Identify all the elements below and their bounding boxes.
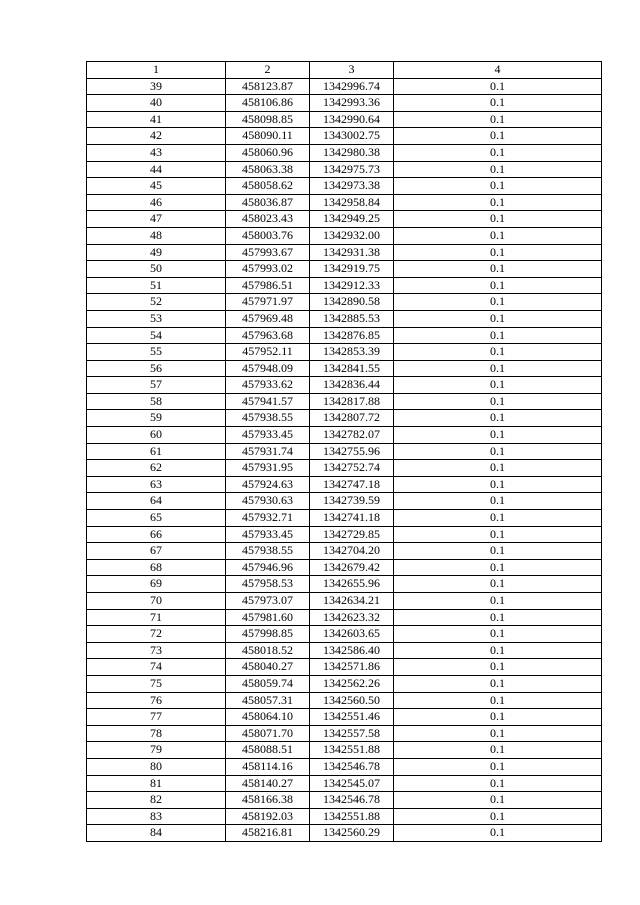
x-coordinate-cell: 457933.45 <box>226 427 310 444</box>
value-cell: 0.1 <box>394 277 602 294</box>
y-coordinate-cell: 1342741.18 <box>310 510 394 527</box>
point-number-cell: 70 <box>87 593 226 610</box>
point-number-cell: 69 <box>87 576 226 593</box>
y-coordinate-cell: 1342990.64 <box>310 111 394 128</box>
table-row <box>87 758 602 775</box>
point-number-cell: 64 <box>87 493 226 510</box>
table-row <box>87 344 602 361</box>
x-coordinate-cell: 457963.68 <box>226 327 310 344</box>
table-row <box>87 825 602 842</box>
table-row <box>87 327 602 344</box>
table-row <box>87 178 602 195</box>
point-number-cell: 49 <box>87 244 226 261</box>
x-coordinate-cell: 458023.43 <box>226 211 310 228</box>
value-cell: 0.1 <box>394 261 602 278</box>
x-coordinate-cell: 457952.11 <box>226 344 310 361</box>
value-cell: 0.1 <box>394 609 602 626</box>
x-coordinate-cell: 457958.53 <box>226 576 310 593</box>
x-coordinate-cell: 458106.86 <box>226 95 310 112</box>
table-header <box>87 62 602 79</box>
table-row <box>87 775 602 792</box>
y-coordinate-cell: 1342557.58 <box>310 725 394 742</box>
table-row <box>87 526 602 543</box>
table-row <box>87 227 602 244</box>
y-coordinate-cell: 1342996.74 <box>310 78 394 95</box>
point-number-cell: 77 <box>87 709 226 726</box>
point-number-cell: 48 <box>87 227 226 244</box>
coordinates-table <box>86 61 602 842</box>
y-coordinate-cell: 1342551.46 <box>310 709 394 726</box>
table-row <box>87 709 602 726</box>
x-coordinate-cell: 458060.96 <box>226 144 310 161</box>
table-row <box>87 808 602 825</box>
x-coordinate-cell: 458003.76 <box>226 227 310 244</box>
table-row <box>87 310 602 327</box>
table-row <box>87 493 602 510</box>
y-coordinate-cell: 1342655.96 <box>310 576 394 593</box>
value-cell: 0.1 <box>394 559 602 576</box>
header-cell-col1: 1 <box>87 62 226 79</box>
point-number-cell: 53 <box>87 310 226 327</box>
x-coordinate-cell: 458064.10 <box>226 709 310 726</box>
y-coordinate-cell: 1342551.88 <box>310 742 394 759</box>
table-row <box>87 510 602 527</box>
y-coordinate-cell: 1342841.55 <box>310 360 394 377</box>
x-coordinate-cell: 458114.16 <box>226 758 310 775</box>
point-number-cell: 45 <box>87 178 226 195</box>
x-coordinate-cell: 457993.02 <box>226 261 310 278</box>
table-row <box>87 161 602 178</box>
header-cell-col3: 3 <box>310 62 394 79</box>
table-row <box>87 692 602 709</box>
table-row <box>87 393 602 410</box>
value-cell: 0.1 <box>394 792 602 809</box>
point-number-cell: 60 <box>87 427 226 444</box>
point-number-cell: 61 <box>87 443 226 460</box>
point-number-cell: 75 <box>87 675 226 692</box>
y-coordinate-cell: 1342973.38 <box>310 178 394 195</box>
y-coordinate-cell: 1342885.53 <box>310 310 394 327</box>
x-coordinate-cell: 457973.07 <box>226 593 310 610</box>
table-row <box>87 144 602 161</box>
value-cell: 0.1 <box>394 410 602 427</box>
point-number-cell: 67 <box>87 543 226 560</box>
point-number-cell: 78 <box>87 725 226 742</box>
table-row <box>87 410 602 427</box>
x-coordinate-cell: 458098.85 <box>226 111 310 128</box>
table-row <box>87 194 602 211</box>
value-cell: 0.1 <box>394 775 602 792</box>
point-number-cell: 46 <box>87 194 226 211</box>
point-number-cell: 42 <box>87 128 226 145</box>
y-coordinate-cell: 1342603.65 <box>310 626 394 643</box>
value-cell: 0.1 <box>394 427 602 444</box>
value-cell: 0.1 <box>394 294 602 311</box>
y-coordinate-cell: 1342623.32 <box>310 609 394 626</box>
value-cell: 0.1 <box>394 161 602 178</box>
point-number-cell: 71 <box>87 609 226 626</box>
header-row <box>87 62 602 79</box>
table-row <box>87 261 602 278</box>
x-coordinate-cell: 457986.51 <box>226 277 310 294</box>
x-coordinate-cell: 458036.87 <box>226 194 310 211</box>
x-coordinate-cell: 457931.74 <box>226 443 310 460</box>
x-coordinate-cell: 457941.57 <box>226 393 310 410</box>
x-coordinate-cell: 457969.48 <box>226 310 310 327</box>
x-coordinate-cell: 458123.87 <box>226 78 310 95</box>
table-row <box>87 543 602 560</box>
y-coordinate-cell: 1342919.75 <box>310 261 394 278</box>
point-number-cell: 81 <box>87 775 226 792</box>
table-row <box>87 476 602 493</box>
table-row <box>87 725 602 742</box>
y-coordinate-cell: 1343002.75 <box>310 128 394 145</box>
point-number-cell: 52 <box>87 294 226 311</box>
x-coordinate-cell: 458166.38 <box>226 792 310 809</box>
value-cell: 0.1 <box>394 825 602 842</box>
point-number-cell: 80 <box>87 758 226 775</box>
value-cell: 0.1 <box>394 178 602 195</box>
y-coordinate-cell: 1342560.50 <box>310 692 394 709</box>
table-row <box>87 377 602 394</box>
table-row <box>87 294 602 311</box>
table-row <box>87 742 602 759</box>
table-row <box>87 642 602 659</box>
x-coordinate-cell: 457933.62 <box>226 377 310 394</box>
x-coordinate-cell: 457932.71 <box>226 510 310 527</box>
header-cell-col2: 2 <box>226 62 310 79</box>
value-cell: 0.1 <box>394 493 602 510</box>
x-coordinate-cell: 457946.96 <box>226 559 310 576</box>
value-cell: 0.1 <box>394 593 602 610</box>
x-coordinate-cell: 458090.11 <box>226 128 310 145</box>
table-row <box>87 128 602 145</box>
x-coordinate-cell: 457981.60 <box>226 609 310 626</box>
value-cell: 0.1 <box>394 377 602 394</box>
table-row <box>87 609 602 626</box>
value-cell: 0.1 <box>394 144 602 161</box>
y-coordinate-cell: 1342980.38 <box>310 144 394 161</box>
point-number-cell: 73 <box>87 642 226 659</box>
point-number-cell: 39 <box>87 78 226 95</box>
y-coordinate-cell: 1342890.58 <box>310 294 394 311</box>
table-row <box>87 593 602 610</box>
point-number-cell: 57 <box>87 377 226 394</box>
value-cell: 0.1 <box>394 476 602 493</box>
table-row <box>87 360 602 377</box>
value-cell: 0.1 <box>394 808 602 825</box>
value-cell: 0.1 <box>394 310 602 327</box>
y-coordinate-cell: 1342755.96 <box>310 443 394 460</box>
x-coordinate-cell: 458040.27 <box>226 659 310 676</box>
x-coordinate-cell: 458192.03 <box>226 808 310 825</box>
y-coordinate-cell: 1342876.85 <box>310 327 394 344</box>
y-coordinate-cell: 1342546.78 <box>310 758 394 775</box>
table-row <box>87 443 602 460</box>
value-cell: 0.1 <box>394 344 602 361</box>
y-coordinate-cell: 1342545.07 <box>310 775 394 792</box>
x-coordinate-cell: 458057.31 <box>226 692 310 709</box>
table-row <box>87 659 602 676</box>
point-number-cell: 59 <box>87 410 226 427</box>
point-number-cell: 79 <box>87 742 226 759</box>
point-number-cell: 68 <box>87 559 226 576</box>
table-row <box>87 95 602 112</box>
y-coordinate-cell: 1342853.39 <box>310 344 394 361</box>
point-number-cell: 74 <box>87 659 226 676</box>
point-number-cell: 65 <box>87 510 226 527</box>
table-row <box>87 78 602 95</box>
value-cell: 0.1 <box>394 211 602 228</box>
y-coordinate-cell: 1342704.20 <box>310 543 394 560</box>
y-coordinate-cell: 1342679.42 <box>310 559 394 576</box>
y-coordinate-cell: 1342562.26 <box>310 675 394 692</box>
point-number-cell: 55 <box>87 344 226 361</box>
value-cell: 0.1 <box>394 758 602 775</box>
value-cell: 0.1 <box>394 95 602 112</box>
point-number-cell: 51 <box>87 277 226 294</box>
point-number-cell: 54 <box>87 327 226 344</box>
point-number-cell: 50 <box>87 261 226 278</box>
value-cell: 0.1 <box>394 659 602 676</box>
point-number-cell: 63 <box>87 476 226 493</box>
x-coordinate-cell: 457938.55 <box>226 543 310 560</box>
table-row <box>87 244 602 261</box>
value-cell: 0.1 <box>394 443 602 460</box>
value-cell: 0.1 <box>394 642 602 659</box>
value-cell: 0.1 <box>394 692 602 709</box>
table-row <box>87 675 602 692</box>
point-number-cell: 40 <box>87 95 226 112</box>
y-coordinate-cell: 1342958.84 <box>310 194 394 211</box>
point-number-cell: 66 <box>87 526 226 543</box>
y-coordinate-cell: 1342560.29 <box>310 825 394 842</box>
table-row <box>87 576 602 593</box>
x-coordinate-cell: 457933.45 <box>226 526 310 543</box>
x-coordinate-cell: 457971.97 <box>226 294 310 311</box>
value-cell: 0.1 <box>394 128 602 145</box>
table-body <box>87 78 602 841</box>
value-cell: 0.1 <box>394 244 602 261</box>
y-coordinate-cell: 1342551.88 <box>310 808 394 825</box>
table-row <box>87 427 602 444</box>
x-coordinate-cell: 457938.55 <box>226 410 310 427</box>
value-cell: 0.1 <box>394 576 602 593</box>
y-coordinate-cell: 1342586.40 <box>310 642 394 659</box>
x-coordinate-cell: 457993.67 <box>226 244 310 261</box>
point-number-cell: 47 <box>87 211 226 228</box>
x-coordinate-cell: 458071.70 <box>226 725 310 742</box>
table-row <box>87 460 602 477</box>
y-coordinate-cell: 1342782.07 <box>310 427 394 444</box>
x-coordinate-cell: 457924.63 <box>226 476 310 493</box>
y-coordinate-cell: 1342975.73 <box>310 161 394 178</box>
value-cell: 0.1 <box>394 742 602 759</box>
y-coordinate-cell: 1342747.18 <box>310 476 394 493</box>
point-number-cell: 56 <box>87 360 226 377</box>
y-coordinate-cell: 1342634.21 <box>310 593 394 610</box>
value-cell: 0.1 <box>394 626 602 643</box>
x-coordinate-cell: 458063.38 <box>226 161 310 178</box>
point-number-cell: 43 <box>87 144 226 161</box>
point-number-cell: 44 <box>87 161 226 178</box>
value-cell: 0.1 <box>394 543 602 560</box>
value-cell: 0.1 <box>394 675 602 692</box>
y-coordinate-cell: 1342817.88 <box>310 393 394 410</box>
value-cell: 0.1 <box>394 393 602 410</box>
y-coordinate-cell: 1342836.44 <box>310 377 394 394</box>
value-cell: 0.1 <box>394 460 602 477</box>
x-coordinate-cell: 458018.52 <box>226 642 310 659</box>
value-cell: 0.1 <box>394 194 602 211</box>
value-cell: 0.1 <box>394 111 602 128</box>
point-number-cell: 62 <box>87 460 226 477</box>
x-coordinate-cell: 458140.27 <box>226 775 310 792</box>
x-coordinate-cell: 458058.62 <box>226 178 310 195</box>
point-number-cell: 41 <box>87 111 226 128</box>
table-row <box>87 211 602 228</box>
y-coordinate-cell: 1342546.78 <box>310 792 394 809</box>
y-coordinate-cell: 1342752.74 <box>310 460 394 477</box>
value-cell: 0.1 <box>394 327 602 344</box>
table-row <box>87 559 602 576</box>
value-cell: 0.1 <box>394 510 602 527</box>
y-coordinate-cell: 1342912.33 <box>310 277 394 294</box>
y-coordinate-cell: 1342931.38 <box>310 244 394 261</box>
x-coordinate-cell: 457931.95 <box>226 460 310 477</box>
value-cell: 0.1 <box>394 78 602 95</box>
point-number-cell: 82 <box>87 792 226 809</box>
value-cell: 0.1 <box>394 709 602 726</box>
x-coordinate-cell: 457998.85 <box>226 626 310 643</box>
point-number-cell: 72 <box>87 626 226 643</box>
x-coordinate-cell: 458216.81 <box>226 825 310 842</box>
x-coordinate-cell: 458088.51 <box>226 742 310 759</box>
value-cell: 0.1 <box>394 227 602 244</box>
table-row <box>87 626 602 643</box>
y-coordinate-cell: 1342949.25 <box>310 211 394 228</box>
table-row <box>87 792 602 809</box>
y-coordinate-cell: 1342739.59 <box>310 493 394 510</box>
value-cell: 0.1 <box>394 526 602 543</box>
header-cell-col4: 4 <box>394 62 602 79</box>
point-number-cell: 76 <box>87 692 226 709</box>
y-coordinate-cell: 1342729.85 <box>310 526 394 543</box>
y-coordinate-cell: 1342932.00 <box>310 227 394 244</box>
point-number-cell: 84 <box>87 825 226 842</box>
x-coordinate-cell: 457930.63 <box>226 493 310 510</box>
x-coordinate-cell: 458059.74 <box>226 675 310 692</box>
table-row <box>87 277 602 294</box>
value-cell: 0.1 <box>394 725 602 742</box>
table-row <box>87 111 602 128</box>
x-coordinate-cell: 457948.09 <box>226 360 310 377</box>
point-number-cell: 83 <box>87 808 226 825</box>
y-coordinate-cell: 1342571.86 <box>310 659 394 676</box>
y-coordinate-cell: 1342807.72 <box>310 410 394 427</box>
point-number-cell: 58 <box>87 393 226 410</box>
value-cell: 0.1 <box>394 360 602 377</box>
y-coordinate-cell: 1342993.36 <box>310 95 394 112</box>
